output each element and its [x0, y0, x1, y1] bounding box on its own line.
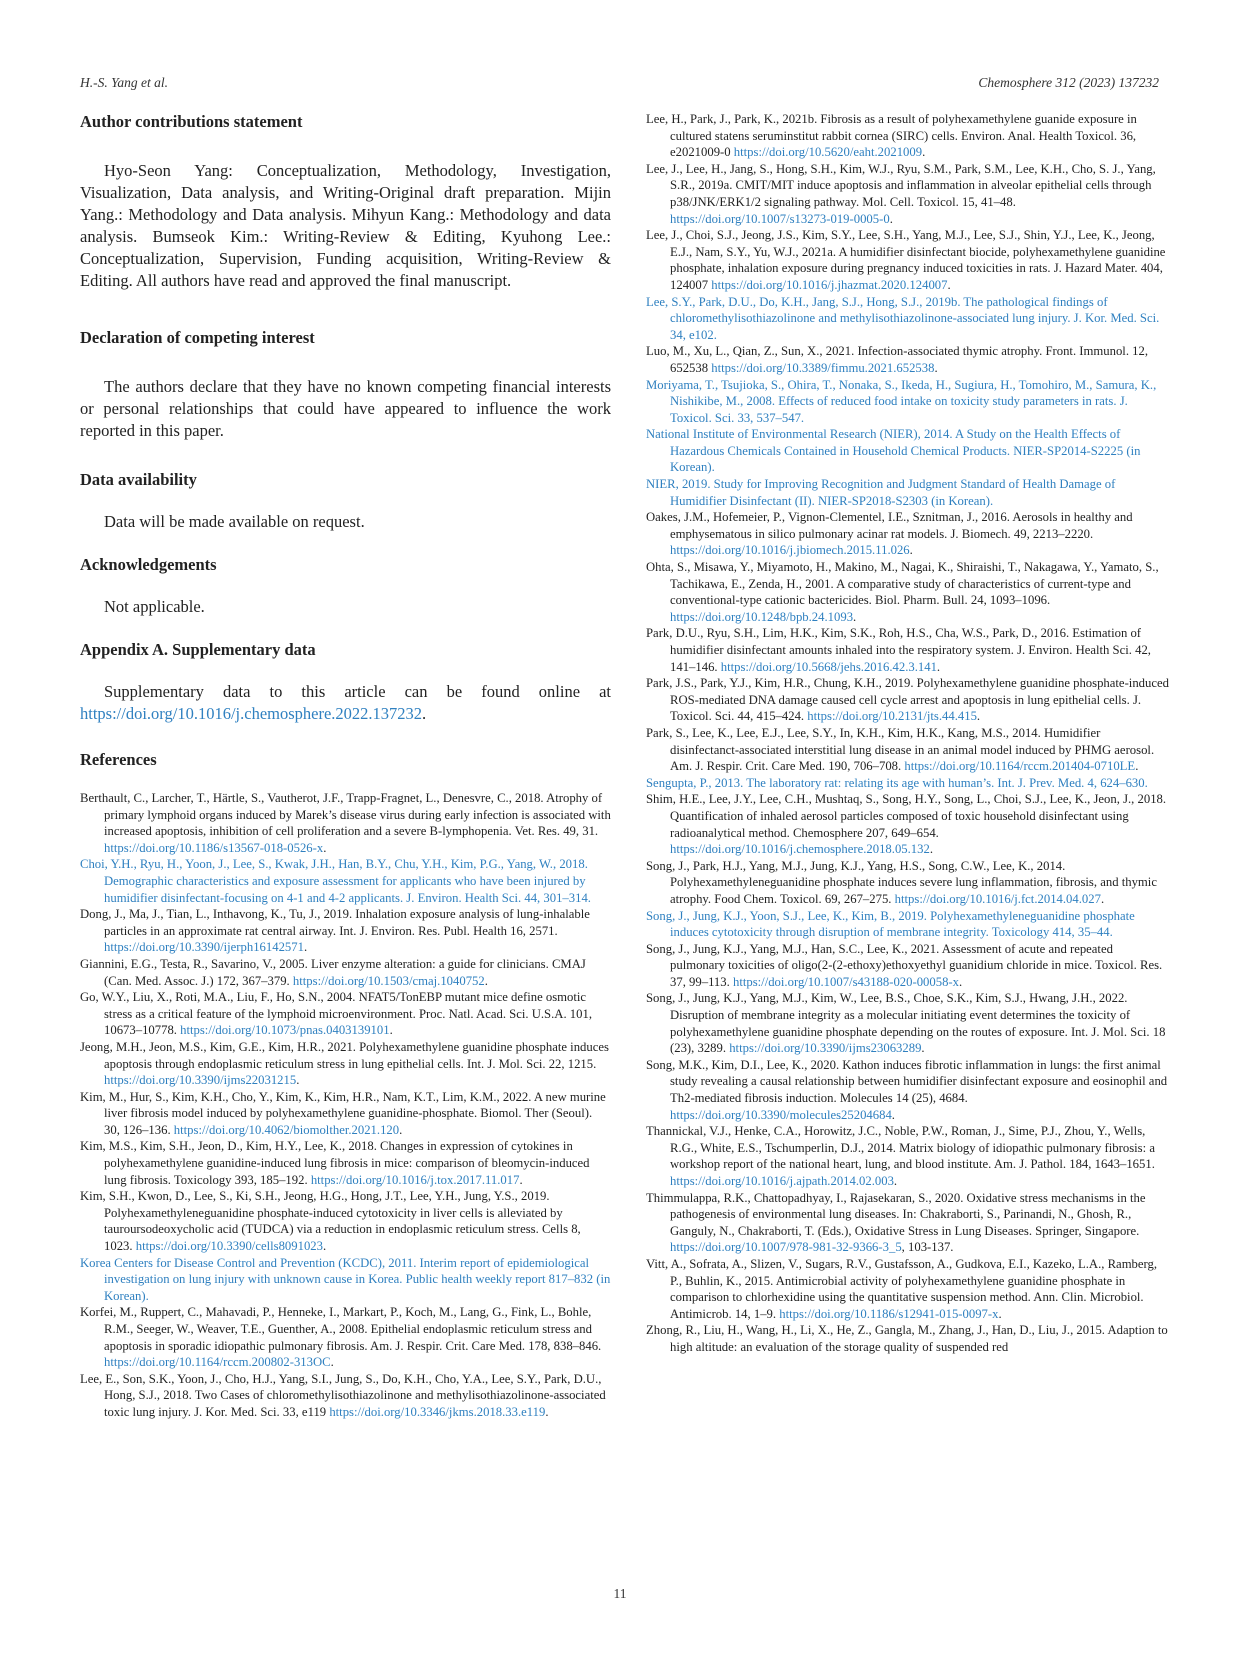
reference-entry[interactable] [646, 426, 1171, 476]
reference-entry [80, 906, 611, 956]
running-header-journal: Chemosphere 312 (2023) 137232 [978, 75, 1159, 90]
reference-entry [646, 858, 1171, 908]
reference-text-end: . [893, 1174, 898, 1188]
reference-entry [80, 1188, 611, 1254]
reference-text: Choi, Y.H., Ryu, H., Yoon, J., Lee, S., Kwak, J.H., Han, B.Y., Chu, Y.H., Kim, P.G., Yang, W., 2018. Demographic characteristics and exposure assessment for applicants who have been injured by humidifier disinfectant-focusing on 4-1 and 4-2 applicants. J. Environ. Health Sci. 44, 301–314. [80, 857, 591, 905]
reference-text-end: . [484, 973, 488, 988]
reference-text-end: . [322, 1239, 327, 1254]
reference-text-end: . [519, 1172, 523, 1187]
reference-doi-link[interactable]: https://doi.org/10.1016/j.ajpath.2014.02.003 [670, 1174, 894, 1188]
reference-entry [80, 956, 611, 989]
reference-text: Thimmulappa, R.K., Chattopadhyay, I., Rajasekaran, S., 2020. Oxidative stress mechanisms in the pathogenesis of environmental lung diseases. In: Chakraborti, S., Parinandi, N., Ghosh, R., Ganguly, N., Chakraborti, T. (Eds.), Oxidative Stress in Lung Diseases. Springer, Singapore. [646, 1190, 1146, 1238]
reference-doi-link[interactable]: https://doi.org/10.1007/s13273-019-0005-0 [670, 211, 890, 226]
reference-entry [80, 1039, 611, 1089]
reference-text: Song, J., Park, H.J., Yang, M.J., Jung, K.J., Yang, H.S., Song, C.W., Lee, K., 2014. Polyhexamethyleneguanidine phosphate induces severe lung inflammation, fibrosis, and thymic atrophy. Food Chem. Toxicol. 69, 267–275. [646, 858, 1157, 906]
page-number: 11 [613, 1586, 627, 1601]
appendix-heading: Appendix A. Supplementary data [80, 640, 316, 659]
reference-entry [646, 1123, 1171, 1189]
reference-text: Lee, J., Choi, S.J., Jeong, J.S., Kim, S.Y., Lee, S.H., Yang, M.J., Lee, S.J., Shin, Y.J., Lee, K., Jeong, E.J., Nam, S.Y., Yu, W.J., 2021a. A humidifier disinfectant biocide, polyhexamethylene guanidine phosphate, inhalation exposure during pregnancy induced toxicities in rats. J. Hazard Mater. 404, 124007 [646, 228, 1166, 292]
reference-text-end: . [891, 1107, 895, 1122]
reference-text-end: . [998, 1306, 1002, 1321]
reference-text-end: . [1135, 759, 1139, 774]
reference-text-end: . [947, 277, 951, 292]
references-list-left [80, 790, 611, 1421]
author-contributions-text: Hyo-Seon Yang: Conceptualization, Methodology, Investigation, Visualization, Data analysis, and Writing-Original draft preparation. Mijin Yang.: Methodology and Data analysis. Mihyun Kang.: Methodology and data analysis. Bumseok Kim.: Writing-Review & Editing, Kyuhong Lee.: Conceptualization, Supervision, Funding acquisition, Writing-Review & Editing. All authors have read and approved the final manuscript. [80, 161, 611, 290]
reference-text-end: . [909, 543, 913, 558]
reference-doi-link[interactable]: https://doi.org/10.1016/j.jhazmat.2020.124007 [711, 277, 948, 292]
reference-doi-link[interactable]: https://doi.org/10.1186/s12941-015-0097-x [779, 1306, 999, 1321]
reference-doi-link[interactable]: https://doi.org/10.5668/jehs.2016.42.3.141 [720, 659, 937, 674]
reference-text-end: , 103-137. [901, 1240, 954, 1255]
reference-text-end: . [545, 1404, 549, 1419]
reference-entry [646, 509, 1171, 559]
reference-text-end: . [330, 1355, 334, 1370]
reference-doi-link[interactable]: https://doi.org/10.1016/j.tox.2017.11.017 [310, 1172, 520, 1187]
reference-doi-link[interactable]: https://doi.org/10.1503/cmaj.1040752 [292, 973, 485, 988]
reference-text: Luo, M., Xu, L., Qian, Z., Sun, X., 2021. Infection-associated thymic atrophy. Front. Immunol. 12, 652538 [646, 344, 1149, 375]
reference-entry [646, 941, 1171, 991]
reference-entry[interactable] [646, 476, 1171, 509]
reference-doi-link[interactable]: https://doi.org/10.3390/ijms23063289 [729, 1041, 922, 1056]
reference-entry [646, 227, 1171, 293]
supplementary-data-link[interactable]: https://doi.org/10.1016/j.chemosphere.2022.137232 [80, 704, 423, 723]
reference-text: Song, J., Jung, K.J., Yang, M.J., Kim, W., Lee, B.S., Choe, S.K., Kim, S.J., Hwang, J.H., 2022. Disruption of membrane integrity as a molecular initiating event determines the toxicity of polyhexamethylene guanidine phosphate depending on the routes of exposure. Int. J. Mol. Sci. 18 (23), 3289. [646, 991, 1166, 1056]
reference-entry[interactable] [646, 294, 1171, 344]
reference-text-end: . [976, 709, 981, 724]
reference-entry [80, 1089, 611, 1139]
reference-doi-link[interactable]: https://doi.org/10.5620/eaht.2021009 [733, 145, 923, 160]
reference-text: Shim, H.E., Lee, J.Y., Lee, C.H., Mushtaq, S., Song, H.Y., Song, L., Choi, S.J., Lee, K., Jeon, J., 2018. Quantification of inhaled aerosol particles composed of toxic household disinfectant using radioanalytical method. Chemosphere 207, 649–654. [646, 792, 1167, 840]
reference-entry [646, 343, 1171, 376]
reference-entry[interactable] [646, 775, 1171, 792]
reference-text: Lee, J., Lee, H., Jang, S., Hong, S.H., Kim, W.J., Ryu, S.M., Park, S.M., Lee, K.H., Cho, S. J., Yang, S.R., 2019a. CMIT/MIT induce apoptosis and inflammation in alveolar epithelial cells through p38/JNK/ERK1/2 signaling pathway. Mol. Cell. Toxicol. 15, 41–48. [646, 161, 1156, 209]
references-heading: References [80, 750, 157, 769]
reference-text: Lee, H., Park, J., Park, K., 2021b. Fibrosis as a result of polyhexamethylene guanide exposure in cultured statens seruminstitut rabbit cornea (SIRC) cells. Environ. Anal. Health Toxicol. 36, e2021009-0 [646, 112, 1137, 160]
reference-text: Oakes, J.M., Hofemeier, P., Vignon-Clementel, I.E., Sznitman, J., 2016. Aerosols in healthy and emphysematous in silico pulmonary acinar rat models. J. Biomech. 49, 2213–2220. [646, 510, 1133, 541]
reference-text: Kim, S.H., Kwon, D., Lee, S., Ki, S.H., Jeong, H.G., Hong, J.T., Lee, Y.H., Jung, Y.S., 2019. Polyhexamethyleneguanidine phosphate-induced cytotoxicity in liver cells is alleviated by tauroursodeoxycholic acid (TUDCA) via a reduction in endoplasmic reticulum stress. Cells 8, 1023. [80, 1189, 581, 1254]
reference-entry[interactable] [646, 908, 1171, 941]
reference-text: Zhong, R., Liu, H., Wang, H., Li, X., He, Z., Gangla, M., Zhang, J., Han, D., Liu, J., 2015. Adaption to high altitude: an evaluation of the storage quality of suspended red [646, 1323, 1168, 1354]
reference-text: Korfei, M., Ruppert, C., Mahavadi, P., Henneke, I., Markart, P., Koch, M., Lang, G., Fink, L., Bohle, R.M., Seeger, W., Weaver, T.E., Guenther, A., 2008. Epithelial endoplasmic reticulum stress and apoptosis in sporadic idiopathic pulmonary fibrosis. Am. J. Respir. Crit. Care Med. 178, 838–846. [80, 1305, 602, 1353]
reference-entry [646, 791, 1171, 857]
reference-entry [646, 1057, 1171, 1123]
reference-doi-link[interactable]: https://doi.org/10.3389/fimmu.2021.652538 [711, 360, 935, 375]
reference-text: Lee, S.Y., Park, D.U., Do, K.H., Jang, S.J., Hong, S.J., 2019b. The pathological findings of chloromethylisothiazolinone and methylisothiazolinone-associated lung injury. J. Kor. Med. Sci. 34, e102. [646, 294, 1160, 342]
reference-entry [646, 1256, 1171, 1322]
reference-text: Jeong, M.H., Jeon, M.S., Kim, G.E., Kim, H.R., 2021. Polyhexamethylene guanidine phosphate induces apoptosis through endoplasmic reticulum stress in lung epithelial cells. Int. J. Mol. Sci. 22, 1215. [80, 1039, 609, 1071]
reference-text-end: . [853, 609, 857, 624]
reference-entry [646, 625, 1171, 675]
reference-entry [80, 790, 611, 856]
reference-text-end: . [889, 211, 893, 226]
reference-entry[interactable] [80, 856, 611, 906]
author-contributions-heading: Author contributions statement [80, 112, 303, 131]
competing-interest-heading: Declaration of competing interest [80, 328, 315, 347]
reference-doi-link[interactable]: https://doi.org/10.1186/s13567-018-0526-x [104, 840, 324, 855]
reference-text: Go, W.Y., Liu, X., Roti, M.A., Liu, F., Ho, S.N., 2004. NFAT5/TonEBP mutant mice define osmotic stress as a critical feature of the lymphoid microenvironment. Proc. Natl. Acad. Sci. U.S.A. 101, 10673–10778. [80, 990, 592, 1038]
reference-entry [646, 1190, 1171, 1256]
right-column [646, 111, 1171, 1356]
reference-text: Kim, M., Hur, S., Kim, K.H., Cho, Y., Kim, K., Kim, H.R., Nam, K.T., Lim, K.M., 2022. A new murine liver fibrosis model induced by polyhexamethylene guanidine-phosphate. Biomol. Ther (Seoul). 30, 126–136. [80, 1089, 606, 1137]
reference-doi-link[interactable]: https://doi.org/10.3390/ijerph16142571 [104, 940, 304, 955]
reference-doi-link[interactable]: https://doi.org/10.4062/biomolther.2021.120 [173, 1122, 400, 1137]
reference-doi-link[interactable]: https://doi.org/10.1248/bpb.24.1093 [670, 609, 854, 624]
reference-text: NIER, 2019. Study for Improving Recognition and Judgment Standard of Health Damage of Humidifier Disinfectant (II). NIER-SP2018-S2303 (in Korean). [646, 477, 1116, 508]
reference-doi-link[interactable]: https://doi.org/10.2131/jts.44.415 [807, 709, 977, 724]
reference-doi-link[interactable]: https://doi.org/10.3346/jkms.2018.33.e119 [329, 1404, 546, 1419]
reference-text: Giannini, E.G., Testa, R., Savarino, V., 2005. Liver enzyme alteration: a guide for clinicians. CMAJ (Can. Med. Assoc. J.) 172, 367–379. [80, 956, 586, 988]
reference-entry[interactable] [646, 377, 1171, 427]
reference-text: Dong, J., Ma, J., Tian, L., Inthavong, K., Tu, J., 2019. Inhalation exposure analysis of lung-inhalable particles in an approximate rat central airway. Int. J. Environ. Res. Publ. Health 16, 2571. [80, 907, 590, 938]
reference-entry[interactable] [80, 1255, 611, 1305]
reference-text: Korea Centers for Disease Control and Prevention (KCDC), 2011. Interim report of epidemiological investigation on lung injury with unknown cause in Korea. Public health weekly report 817–832 (in Korean). [80, 1255, 611, 1303]
reference-text: Song, J., Jung, K.J., Yang, M.J., Han, S.C., Lee, K., 2021. Assessment of acute and repeated pulmonary toxicities of oligo(2-(2-ethoxy)ethoxyethyl guanidium chloride in mice. Toxicol. Res. 37, 99–113. [646, 941, 1163, 989]
reference-entry [646, 111, 1171, 161]
reference-entry [80, 1138, 611, 1188]
appendix-text-end: . [422, 704, 427, 723]
reference-entry [646, 725, 1171, 775]
reference-doi-link[interactable]: https://doi.org/10.1016/j.chemosphere.2018.05.132 [670, 842, 930, 857]
reference-entry [646, 675, 1171, 725]
reference-text: Park, D.U., Ryu, S.H., Lim, H.K., Kim, S.K., Roh, H.S., Cha, W.S., Park, D., 2016. Estimation of humidifier disinfectant amounts inhaled into the respiratory system. J. Environ. Health Sci. 42, 141–146. [646, 626, 1151, 674]
reference-text: Song, J., Jung, K.J., Yoon, S.J., Lee, K., Kim, B., 2019. Polyhexamethyleneguanidine phosphate induces cytotoxicity through disruption of membrane integrity. Toxicology 414, 35–44. [646, 908, 1135, 940]
running-header-authors: H.-S. Yang et al. [80, 75, 169, 90]
reference-text-end: . [921, 1041, 925, 1056]
left-column [80, 111, 611, 1421]
reference-entry [80, 1304, 611, 1370]
reference-doi-link[interactable]: https://doi.org/10.1007/978-981-32-9366-3_5 [670, 1240, 902, 1255]
reference-text: Berthault, C., Larcher, T., Härtle, S., Vautherot, J.F., Trapp-Fragnet, L., Denesvre, C., 2018. Atrophy of primary lymphoid organs induced by Marek’s disease virus during early infection is associated with increased apoptosis, inhibition of cell proliferation and a severe B-lymphopenia. Vet. Res. 49, 31. [80, 791, 611, 839]
appendix-text [80, 681, 611, 725]
reference-text-end: . [323, 840, 327, 855]
references-list-right [646, 111, 1171, 1356]
reference-text-end: . [934, 360, 938, 375]
reference-doi-link[interactable]: https://doi.org/10.1164/rccm.200802-313OC [104, 1355, 331, 1370]
reference-doi-link[interactable]: https://doi.org/10.1016/j.jbiomech.2015.11.026 [670, 543, 910, 558]
reference-text: Moriyama, T., Tsujioka, S., Ohira, T., Nonaka, S., Ikeda, H., Sugiura, H., Tomohiro, M., Samura, K., Nishikibe, M., 2008. Effects of reduced food intake on toxicity study parameters in rats. J. Toxicol. Sci. 33, 537–547. [646, 377, 1157, 425]
reference-entry [646, 559, 1171, 625]
reference-text-end: . [922, 145, 926, 160]
reference-entry [646, 161, 1171, 227]
data-availability-text: Data will be made available on request. [104, 512, 365, 531]
reference-entry [646, 990, 1171, 1056]
reference-doi-link[interactable]: https://doi.org/10.1007/s43188-020-00058-x [732, 974, 959, 989]
reference-text: Lee, E., Son, S.K., Yoon, J., Cho, H.J., Yang, S.I., Jung, S., Do, K.H., Cho, Y.A., Lee, S.Y., Park, D.U., Hong, S.J., 2018. Two Cases of chloromethylisothiazolinone and methylisothiazolinone-associated toxic lung injury. J. Kor. Med. Sci. 33, e119 [80, 1371, 606, 1419]
reference-text: National Institute of Environmental Research (NIER), 2014. A Study on the Health Effects of Hazardous Chemicals Contained in Household Chemical Products. NIER-SP2014-S2225 (in Korean). [646, 427, 1141, 475]
reference-doi-link[interactable]: https://doi.org/10.3390/molecules25204684 [670, 1107, 892, 1122]
reference-text: Park, J.S., Park, Y.J., Kim, H.R., Chung, K.H., 2019. Polyhexamethylene guanidine phosphate-induced ROS-mediated DNA damage caused cell cycle arrest and apoptosis in lung epithelial cells. J. Toxicol. Sci. 44, 415–424. [646, 676, 1169, 724]
reference-text-end: . [296, 1073, 300, 1088]
reference-text-end: . [399, 1122, 403, 1137]
data-availability-heading: Data availability [80, 470, 197, 489]
reference-text-end: . [389, 1023, 393, 1038]
reference-text: Thannickal, V.J., Henke, C.A., Horowitz, J.C., Noble, P.W., Roman, J., Sime, P.J., Zhou, Y., Wells, R.G., White, E.S., Tschumperlin, D.J., 2014. Matrix biology of idiopathic pulmonary fibrosis: a workshop report of the national heart, lung, and blood institute. Am. J. Pathol. 184, 1643–1651. [646, 1124, 1155, 1172]
reference-text: Kim, M.S., Kim, S.H., Jeon, D., Kim, H.Y., Lee, K., 2018. Changes in expression of cytokines in polyhexamethylene guanidine-induced lung fibrosis in mice: comparison of bleomycin-induced lung fibrosis. Toxicology 393, 185–192. [80, 1139, 590, 1187]
reference-text: Vitt, A., Sofrata, A., Slizen, V., Sugars, R.V., Gustafsson, A., Gudkova, E.I., Kazeko, L.A., Ramberg, P., Buhlin, K., 2015. Antimicrobial activity of polyhexamethylene guanidine phosphate in comparison to chlorhexidine using the quantitative suspension method. Ann. Clin. Microbiol. Antimicrob. 14, 1–9. [646, 1256, 1158, 1321]
reference-entry [80, 989, 611, 1039]
reference-text: Song, M.K., Kim, D.I., Lee, K., 2020. Kathon induces fibrotic inflammation in lungs: the first animal study revealing a causal relationship between humidifier disinfectant exposure and eosinophil and Th2-mediated fibrosis induction. Molecules 14 (25), 4684. [646, 1057, 1168, 1106]
reference-entry [80, 1371, 611, 1421]
reference-text-end: . [936, 659, 941, 674]
reference-text: Park, S., Lee, K., Lee, E.J., Lee, S.Y., In, K.H., Kim, H.K., Kang, M.S., 2014. Humidifier disinfectanct-associated interstitial lung disease in an animal model induced by PHMG aerosol. Am. J. Respir. Crit. Care Med. 190, 706–708. [646, 725, 1155, 774]
reference-text-end: . [303, 940, 308, 955]
acknowledgements-text: Not applicable. [104, 597, 205, 616]
appendix-text-body: Supplementary data to this article can be found online at [104, 682, 611, 701]
reference-entry [646, 1322, 1171, 1355]
reference-text: Ohta, S., Misawa, Y., Miyamoto, H., Makino, M., Nagai, K., Shiraishi, T., Nakagawa, Y., Yamato, S., Tachikawa, E., Zenda, H., 2001. A comparative study of characteristics of current-type and conventional-type cationic bactericides. Biol. Pharm. Bull. 24, 1093–1096. [646, 560, 1159, 608]
reference-text-end: . [1100, 891, 1105, 906]
reference-doi-link[interactable]: https://doi.org/10.3390/ijms22031215 [104, 1073, 297, 1088]
reference-text: Sengupta, P., 2013. The laboratory rat: relating its age with human’s. Int. J. Prev. Med. 4, 624–630. [646, 775, 1148, 790]
competing-interest-text: The authors declare that they have no known competing financial interests or personal relationships that could have appeared to influence the work reported in this paper. [80, 377, 611, 440]
acknowledgements-heading: Acknowledgements [80, 555, 217, 574]
reference-doi-link[interactable]: https://doi.org/10.1016/j.fct.2014.04.027 [894, 891, 1101, 906]
reference-text-end: . [929, 842, 934, 857]
reference-doi-link[interactable]: https://doi.org/10.1073/pnas.0403139101 [180, 1023, 390, 1038]
reference-doi-link[interactable]: https://doi.org/10.3390/cells8091023 [135, 1239, 323, 1254]
reference-text-end: . [959, 974, 963, 989]
reference-doi-link[interactable]: https://doi.org/10.1164/rccm.201404-0710LE [904, 759, 1136, 774]
